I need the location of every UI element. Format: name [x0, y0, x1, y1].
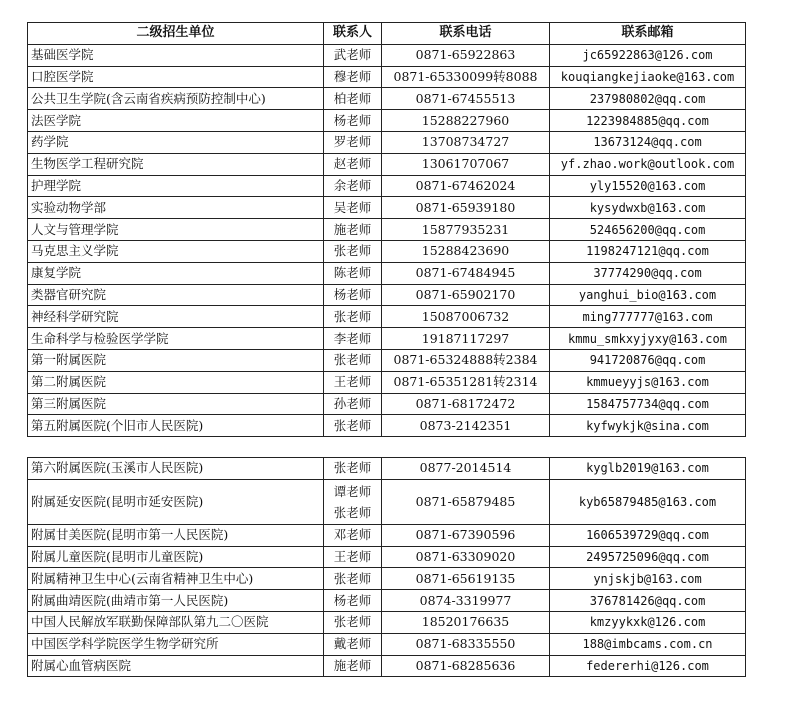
contact-phone-cell	[382, 88, 550, 110]
contact-phone-text: 0871-63309020	[415, 548, 516, 564]
contact-person-name: 王老师	[333, 548, 372, 564]
contact-email-cell	[550, 197, 746, 219]
contact-email-text: ming777777@163.com	[582, 309, 713, 324]
table-body-part2	[28, 458, 746, 677]
contact-person-cell	[324, 415, 382, 437]
contact-person-name: 陈老师	[333, 265, 372, 281]
contact-email-cell	[550, 524, 746, 546]
unit-name-cell: 附属心血管病医院	[28, 655, 324, 677]
unit-name-cell: 神经科学研究院	[28, 306, 324, 328]
contact-person-cell	[324, 153, 382, 175]
contact-person-name: 张老师	[333, 614, 372, 630]
contact-person-cell	[324, 88, 382, 110]
table-row	[28, 153, 746, 175]
contact-phone-text: 0877-2014514	[419, 460, 512, 476]
contact-phone-text: 0871-65351281转2314	[393, 374, 538, 390]
unit-name-cell: 附属甘美医院(昆明市第一人民医院)	[28, 524, 324, 546]
contact-phone-cell	[382, 479, 550, 524]
table-row	[28, 524, 746, 546]
contact-person-cell	[324, 611, 382, 633]
table-row	[28, 219, 746, 241]
contact-email-cell	[550, 153, 746, 175]
contact-person-name: 施老师	[333, 221, 372, 237]
table-row	[28, 633, 746, 655]
contact-person-cell	[324, 197, 382, 219]
table-body-part1	[28, 44, 746, 436]
table-row	[28, 284, 746, 306]
table-row	[28, 131, 746, 153]
contact-email-text: kmzyykxk@126.com	[589, 615, 706, 630]
contact-email-cell	[550, 633, 746, 655]
contact-email-cell	[550, 590, 746, 612]
unit-name-cell: 基础医学院	[28, 44, 324, 66]
contact-person-cell	[324, 219, 382, 241]
contact-person-name: 穆老师	[333, 68, 372, 84]
contact-person-cell	[324, 590, 382, 612]
table-row	[28, 306, 746, 328]
contact-person-name: 赵老师	[333, 156, 372, 172]
contact-person-cell	[324, 306, 382, 328]
contact-person-cell	[324, 393, 382, 415]
contact-email-text: kmmu_smkxyjyxy@163.com	[568, 331, 727, 346]
contact-phone-cell	[382, 546, 550, 568]
contact-phone-text: 0871-67484945	[415, 265, 516, 281]
table-row	[28, 262, 746, 284]
contact-phone-text: 0873-2142351	[419, 417, 512, 433]
contact-email-text: 1198247121@qq.com	[586, 244, 709, 259]
contact-email-cell	[550, 611, 746, 633]
contact-phone-cell	[382, 66, 550, 88]
contact-email-text: kysydwxb@163.com	[589, 200, 706, 215]
contact-person-name: 张老师	[333, 308, 372, 324]
contact-person-name: 戴老师	[333, 636, 372, 652]
unit-name-cell: 第三附属医院	[28, 393, 324, 415]
admissions-contact-table-part2	[27, 457, 746, 677]
contact-person-name: 杨老师	[333, 112, 372, 128]
table-row	[28, 175, 746, 197]
contact-email-cell	[550, 393, 746, 415]
contact-email-text: 37774290@qq.com	[593, 266, 702, 281]
unit-name-cell: 法医学院	[28, 110, 324, 132]
table-row	[28, 590, 746, 612]
contact-person-cell	[324, 328, 382, 350]
contact-phone-cell	[382, 306, 550, 328]
contact-phone-text: 0871-68285636	[415, 657, 516, 673]
contact-person-name: 谭老师	[333, 483, 372, 499]
contact-email-text: 1584757734@qq.com	[586, 396, 709, 411]
contact-phone-cell	[382, 262, 550, 284]
contact-person-cell	[324, 458, 382, 480]
contact-phone-text: 0871-65330099转8088	[393, 68, 538, 84]
contact-phone-text: 18520176635	[421, 614, 510, 630]
unit-name-cell: 口腔医学院	[28, 66, 324, 88]
contact-phone-cell	[382, 153, 550, 175]
contact-email-text: 188@imbcams.com.cn	[582, 637, 713, 652]
contact-email-cell	[550, 546, 746, 568]
contact-phone-text: 0871-65922863	[415, 47, 516, 63]
table-row	[28, 349, 746, 371]
unit-name-cell: 第二附属医院	[28, 371, 324, 393]
contact-email-cell	[550, 66, 746, 88]
header-row	[28, 23, 746, 45]
contact-email-cell	[550, 371, 746, 393]
contact-email-text: kyglb2019@163.com	[586, 461, 709, 476]
table-row	[28, 568, 746, 590]
contact-phone-cell	[382, 655, 550, 677]
contact-phone-cell	[382, 240, 550, 262]
contact-email-text: yly15520@163.com	[589, 178, 706, 193]
unit-name-cell: 中国人民解放军联勤保障部队第九二〇医院	[28, 611, 324, 633]
contact-email-text: 941720876@qq.com	[589, 353, 706, 368]
contact-email-text: 1223984885@qq.com	[586, 113, 709, 128]
contact-person-name: 张老师	[333, 504, 372, 520]
contact-phone-text: 0871-65939180	[415, 199, 516, 215]
contact-phone-text: 15288227960	[421, 112, 510, 128]
contact-person-cell	[324, 546, 382, 568]
contact-phone-cell	[382, 219, 550, 241]
contact-person-name: 王老师	[333, 374, 372, 390]
contact-person-name: 张老师	[333, 243, 372, 259]
contact-email-text: 237980802@qq.com	[589, 91, 706, 106]
contact-email-text: jc65922863@126.com	[582, 48, 713, 63]
contact-phone-cell	[382, 197, 550, 219]
table-row	[28, 371, 746, 393]
contact-phone-text: 13061707067	[421, 156, 510, 172]
contact-phone-cell	[382, 175, 550, 197]
table-row	[28, 88, 746, 110]
contact-phone-cell	[382, 633, 550, 655]
unit-name-cell: 第五附属医院(个旧市人民医院)	[28, 415, 324, 437]
contact-phone-cell	[382, 611, 550, 633]
table-row	[28, 328, 746, 350]
contact-phone-cell	[382, 284, 550, 306]
contact-person-name: 邓老师	[333, 527, 372, 543]
contact-person-name: 李老师	[333, 330, 372, 346]
contact-phone-cell	[382, 131, 550, 153]
contact-phone-cell	[382, 371, 550, 393]
contact-person-name: 张老师	[333, 417, 372, 433]
contact-email-text: 524656200@qq.com	[589, 222, 706, 237]
contact-person-cell	[324, 66, 382, 88]
contact-email-cell	[550, 110, 746, 132]
table-row	[28, 393, 746, 415]
contact-phone-text: 0871-65879485	[415, 493, 516, 509]
contact-person-cell	[324, 371, 382, 393]
contact-phone-text: 15877935231	[421, 221, 510, 237]
contact-person-cell	[324, 633, 382, 655]
table-row	[28, 479, 746, 524]
contact-person-name: 孙老师	[333, 395, 372, 411]
contact-phone-text: 0871-67390596	[415, 527, 516, 543]
unit-name-cell: 附属延安医院(昆明市延安医院)	[28, 479, 324, 524]
unit-name-cell: 第六附属医院(玉溪市人民医院)	[28, 458, 324, 480]
contact-email-text: yf.zhao.work@outlook.com	[560, 157, 735, 172]
header-email: 联系邮箱	[550, 23, 746, 45]
contact-person-cell	[324, 110, 382, 132]
contact-phone-cell	[382, 415, 550, 437]
contact-phone-cell	[382, 590, 550, 612]
table-row	[28, 655, 746, 677]
table-row	[28, 66, 746, 88]
contact-email-text: kyfwykjk@sina.com	[586, 418, 709, 433]
unit-name-cell: 康复学院	[28, 262, 324, 284]
contact-email-cell	[550, 306, 746, 328]
table-row	[28, 458, 746, 480]
contact-email-text: 1606539729@qq.com	[586, 528, 709, 543]
contact-email-cell	[550, 262, 746, 284]
unit-name-cell: 马克思主义学院	[28, 240, 324, 262]
contact-phone-cell	[382, 568, 550, 590]
contact-email-text: kouqiangkejiaoke@163.com	[560, 69, 735, 84]
unit-name-cell: 生命科学与检验医学学院	[28, 328, 324, 350]
header-unit: 二级招生单位	[28, 23, 324, 45]
contact-phone-text: 0871-65324888转2384	[393, 352, 538, 368]
contact-phone-cell	[382, 393, 550, 415]
unit-name-cell: 生物医学工程研究院	[28, 153, 324, 175]
contact-phone-text: 0871-67455513	[415, 90, 516, 106]
contact-person-cell	[324, 349, 382, 371]
contact-email-cell	[550, 219, 746, 241]
unit-name-cell: 实验动物学部	[28, 197, 324, 219]
unit-name-cell: 第一附属医院	[28, 349, 324, 371]
contact-phone-text: 0871-67462024	[415, 177, 516, 193]
contact-email-text: federerhi@126.com	[586, 658, 709, 673]
unit-name-cell: 护理学院	[28, 175, 324, 197]
admissions-contact-table-part1	[27, 22, 746, 437]
contact-person-name: 杨老师	[333, 592, 372, 608]
contact-phone-text: 0871-65902170	[415, 286, 516, 302]
contact-phone-text: 15087006732	[421, 308, 510, 324]
contact-phone-cell	[382, 524, 550, 546]
contact-person-name: 武老师	[333, 47, 372, 63]
contact-person-name: 柏老师	[333, 90, 372, 106]
contact-person-name: 张老师	[333, 460, 372, 476]
contact-person-cell	[324, 240, 382, 262]
contact-email-cell	[550, 175, 746, 197]
unit-name-cell: 附属曲靖医院(曲靖市第一人民医院)	[28, 590, 324, 612]
contact-person-name: 张老师	[333, 570, 372, 586]
contact-phone-cell	[382, 110, 550, 132]
contact-email-cell	[550, 328, 746, 350]
contact-email-cell	[550, 88, 746, 110]
contact-email-text: yanghui_bio@163.com	[578, 287, 717, 302]
contact-person-cell	[324, 568, 382, 590]
contact-phone-text: 13708734727	[421, 134, 510, 150]
contact-phone-text: 0871-68172472	[415, 395, 516, 411]
contact-email-cell	[550, 349, 746, 371]
contact-email-text: kyb65879485@163.com	[578, 494, 717, 509]
contact-phone-text: 0871-65619135	[415, 570, 516, 586]
contact-person-cell	[324, 262, 382, 284]
unit-name-cell: 中国医学科学院医学生物学研究所	[28, 633, 324, 655]
header-contact: 联系人	[324, 23, 382, 45]
contact-email-cell	[550, 284, 746, 306]
table-row	[28, 44, 746, 66]
unit-name-cell: 人文与管理学院	[28, 219, 324, 241]
contact-phone-cell	[382, 44, 550, 66]
contact-phone-text: 0874-3319977	[419, 592, 512, 608]
contact-person-name: 张老师	[333, 352, 372, 368]
contact-email-text: kmmueyyjs@163.com	[586, 375, 709, 390]
contact-person-cell	[324, 479, 382, 524]
contact-phone-text: 19187117297	[421, 330, 510, 346]
contact-email-text: 2495725096@qq.com	[586, 549, 709, 564]
contact-email-cell	[550, 655, 746, 677]
unit-name-cell: 药学院	[28, 131, 324, 153]
contact-person-name: 施老师	[333, 657, 372, 673]
contact-email-text: 13673124@qq.com	[593, 135, 702, 150]
contact-email-cell	[550, 240, 746, 262]
unit-name-cell: 类器官研究院	[28, 284, 324, 306]
contact-person-cell	[324, 655, 382, 677]
contact-email-cell	[550, 44, 746, 66]
table-row	[28, 197, 746, 219]
unit-name-cell: 附属精神卫生中心(云南省精神卫生中心)	[28, 568, 324, 590]
table-row	[28, 240, 746, 262]
contact-person-cell	[324, 44, 382, 66]
unit-name-cell: 公共卫生学院(含云南省疾病预防控制中心)	[28, 88, 324, 110]
contact-person-name: 吴老师	[333, 199, 372, 215]
table-row	[28, 110, 746, 132]
contact-person-cell	[324, 284, 382, 306]
contact-email-text: 376781426@qq.com	[589, 593, 706, 608]
contact-phone-text: 15288423690	[421, 243, 510, 259]
contact-phone-cell	[382, 349, 550, 371]
contact-phone-cell	[382, 328, 550, 350]
table-row	[28, 415, 746, 437]
contact-person-name: 余老师	[333, 177, 372, 193]
header-phone: 联系电话	[382, 23, 550, 45]
table-row	[28, 546, 746, 568]
contact-email-cell	[550, 458, 746, 480]
contact-email-cell	[550, 131, 746, 153]
contact-email-cell	[550, 568, 746, 590]
contact-email-cell	[550, 479, 746, 524]
contact-person-name: 杨老师	[333, 286, 372, 302]
contact-phone-cell	[382, 458, 550, 480]
contact-person-cell	[324, 524, 382, 546]
contact-email-cell	[550, 415, 746, 437]
contact-email-text: ynjskjb@163.com	[593, 571, 702, 586]
contact-phone-text: 0871-68335550	[415, 636, 516, 652]
unit-name-cell: 附属儿童医院(昆明市儿童医院)	[28, 546, 324, 568]
contact-person-cell	[324, 175, 382, 197]
contact-person-cell	[324, 131, 382, 153]
contact-person-name: 罗老师	[333, 134, 372, 150]
table-row	[28, 611, 746, 633]
